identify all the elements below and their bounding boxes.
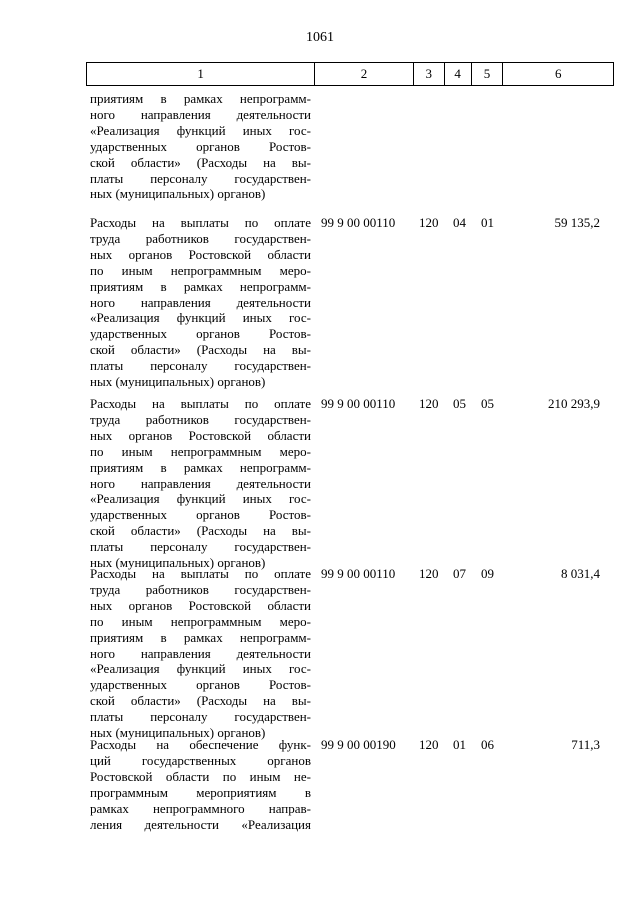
expense-type-code: 120 [419, 396, 439, 411]
table-row [86, 566, 614, 741]
description-line: ударственных органов Ростов- [90, 138, 311, 154]
section-code: 01 [453, 737, 466, 752]
table-row [86, 215, 614, 390]
description-line: труда работников государствен- [90, 581, 311, 597]
target-article-code: 99 9 00 00110 [321, 215, 396, 230]
amount-value: 8 031,4 [561, 566, 600, 581]
description-line: ударственных органов Ростов- [90, 677, 311, 693]
description-line: Расходы на выплаты по оплате [90, 566, 311, 581]
description-line: ударственных органов Ростов- [90, 326, 311, 342]
expense-type-code: 120 [419, 215, 439, 230]
amount-value: 59 135,2 [554, 215, 600, 230]
description-line: по иным непрограммным меро- [90, 443, 311, 459]
description-line: платы персоналу государствен- [90, 539, 311, 555]
description-line: ской области» (Расходы на вы- [90, 693, 311, 709]
description-line: ных органов Ростовской области [90, 597, 311, 613]
expense-type-code: 120 [419, 737, 439, 752]
table-row [86, 737, 614, 837]
description-line: ного направления деятельности [90, 294, 311, 310]
target-article-code: 99 9 00 00110 [321, 566, 396, 581]
header-col-6: 6 [554, 66, 562, 81]
target-article-code: 99 9 00 00110 [321, 396, 396, 411]
row-description [90, 566, 311, 741]
table-row [86, 396, 614, 571]
subsection-code: 05 [481, 396, 494, 411]
description-line: «Реализация функций иных гос- [90, 491, 311, 507]
description-line: приятиям в рамках непрограмм- [90, 278, 311, 294]
header-col-1: 1 [87, 63, 315, 85]
description-line: «Реализация функций иных гос- [90, 122, 311, 138]
description-line: ного направления деятельности [90, 645, 311, 661]
description-line: приятиям в рамках непрограмм- [90, 91, 311, 106]
row-description [90, 396, 311, 571]
description-line: труда работников государствен- [90, 411, 311, 427]
subsection-code: 09 [481, 566, 494, 581]
description-line: ской области» (Расходы на вы- [90, 342, 311, 358]
description-line: Ростовской области по иным не- [90, 768, 311, 784]
description-line: ударственных органов Ростов- [90, 507, 311, 523]
row-description [90, 91, 311, 202]
description-line: платы персоналу государствен- [90, 170, 311, 186]
section-code: 05 [453, 396, 466, 411]
row-description [90, 215, 311, 390]
description-line: Расходы на обеспечение функ- [90, 737, 311, 752]
description-line: ных (муниципальных) органов) [90, 374, 266, 390]
description-line: ций государственных органов [90, 752, 311, 768]
description-line: ных органов Ростовской области [90, 427, 311, 443]
description-line: программным мероприятиям в [90, 784, 311, 800]
description-line: «Реализация функций иных гос- [90, 661, 311, 677]
description-line: по иным непрограммным меро- [90, 613, 311, 629]
description-line: ных (муниципальных) органов) [90, 725, 266, 741]
description-line: ской области» (Расходы на вы- [90, 523, 311, 539]
description-line: по иным непрограммным меро- [90, 262, 311, 278]
description-line: рамках непрограммного направ- [90, 800, 311, 816]
description-line: ных (муниципальных) органов) [90, 186, 266, 202]
header-col-5: 5 [472, 63, 504, 85]
header-col-4: 4 [445, 63, 472, 85]
description-line: ного направления деятельности [90, 475, 311, 491]
target-article-code: 99 9 00 00190 [321, 737, 396, 752]
table-header [86, 62, 614, 86]
description-line: Расходы на выплаты по оплате [90, 215, 311, 230]
description-line: приятиям в рамках непрограмм- [90, 459, 311, 475]
amount-value: 210 293,9 [548, 396, 600, 411]
row-description [90, 737, 311, 832]
description-line: ской области» (Расходы на вы- [90, 154, 311, 170]
section-code: 04 [453, 215, 466, 230]
table-row [86, 91, 614, 206]
description-line: «Реализация функций иных гос- [90, 310, 311, 326]
description-line: платы персоналу государствен- [90, 709, 311, 725]
description-line: ных (муниципальных) органов) [90, 555, 266, 571]
description-line: труда работников государствен- [90, 230, 311, 246]
description-line: платы персоналу государствен- [90, 358, 311, 374]
subsection-code: 01 [481, 215, 494, 230]
header-col-3: 3 [414, 63, 445, 85]
page-number: 1061 [306, 30, 334, 45]
expense-type-code: 120 [419, 566, 439, 581]
description-line: ления деятельности «Реализация [90, 816, 311, 832]
header-col-2: 2 [315, 63, 414, 85]
subsection-code: 06 [481, 737, 494, 752]
description-line: приятиям в рамках непрограмм- [90, 629, 311, 645]
amount-value: 711,3 [571, 737, 600, 752]
description-line: ного направления деятельности [90, 106, 311, 122]
description-line: ных органов Ростовской области [90, 246, 311, 262]
description-line: Расходы на выплаты по оплате [90, 396, 311, 411]
section-code: 07 [453, 566, 466, 581]
